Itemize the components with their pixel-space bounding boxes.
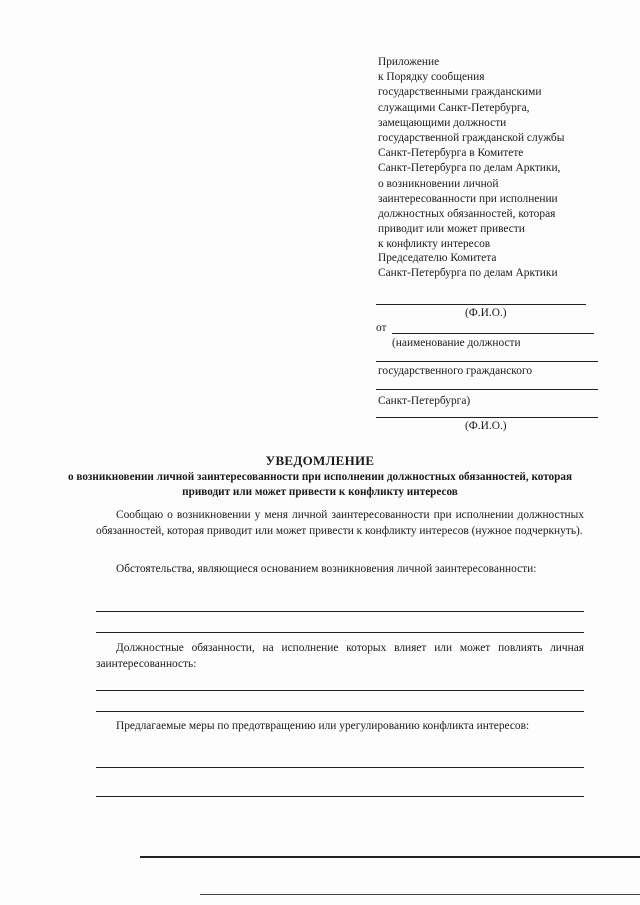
from-label: от [376, 322, 387, 334]
appendix-line: Санкт-Петербурга по делам Арктики, [378, 162, 561, 175]
appendix-line: служащими Санкт-Петербурга, [378, 101, 530, 114]
page-bottom-rule [140, 856, 640, 858]
addressee-block [378, 251, 558, 281]
addressee-line-2: Санкт-Петербурга по делам Арктики [378, 267, 558, 280]
from-field-line[interactable] [392, 333, 594, 334]
duties-label: Должностные обязанности, на исполнение которых влияет или может повлиять личная заинтересованность: [96, 642, 584, 670]
fio-caption: (Ф.И.О.) [465, 307, 507, 319]
page-bottom-rule-2 [200, 894, 640, 895]
appendix-line: должностных обязанностей, которая [378, 208, 556, 221]
position-caption: (наименование должности [392, 337, 521, 349]
measures-field-line-2[interactable] [96, 796, 584, 797]
notice-subtitle: о возникновении личной заинтересованности при исполнении должностных обязанностей, которая приводит или может привести к конфликту интересов [67, 471, 573, 498]
service-caption: государственного гражданского [378, 365, 533, 377]
intro-paragraph: Сообщаю о возникновении у меня личной заинтересованности при исполнении должностных обязанностей, которая приводит или может привести к конфликту интересов (нужное подчеркнуть). [96, 509, 584, 537]
appendix-line: к Порядку сообщения [378, 71, 485, 84]
appendix-line: заинтересованности при исполнении [378, 192, 558, 205]
appendix-line: о возникновении личной [378, 177, 499, 190]
city-caption: Санкт-Петербурга) [378, 395, 471, 407]
fio-field-line[interactable] [376, 304, 586, 305]
measures-label: Предлагаемые меры по предотвращению или урегулированию конфликта интересов: [116, 720, 530, 732]
circumstances-label: Обстоятельства, являющиеся основанием возникновения личной заинтересованности: [116, 563, 537, 575]
appendix-line: государственными гражданскими [378, 86, 542, 99]
appendix-line: Приложение [378, 56, 440, 68]
appendix-line: замещающими должности [378, 116, 507, 129]
duties-field-line-2[interactable] [96, 711, 584, 712]
measures-field-line-1[interactable] [96, 767, 584, 768]
fio-caption-2: (Ф.И.О.) [465, 420, 507, 432]
circumstances-field-line-1[interactable] [96, 611, 584, 612]
position-field-line[interactable] [376, 361, 598, 362]
notice-title: УВЕДОМЛЕНИЕ [265, 453, 375, 468]
name-field-line[interactable] [376, 417, 598, 418]
appendix-line: к конфликту интересов [378, 238, 491, 251]
appendix-line: приводит или может привести [378, 223, 525, 236]
appendix-line: Санкт-Петербурга в Комитете [378, 147, 524, 160]
circumstances-field-line-2[interactable] [96, 632, 584, 633]
duties-field-line-1[interactable] [96, 690, 584, 691]
appendix-line: государственной гражданской службы [378, 132, 565, 145]
service-field-line[interactable] [376, 389, 598, 390]
appendix-block [378, 55, 608, 253]
addressee-line-1: Председателю Комитета [378, 252, 497, 264]
